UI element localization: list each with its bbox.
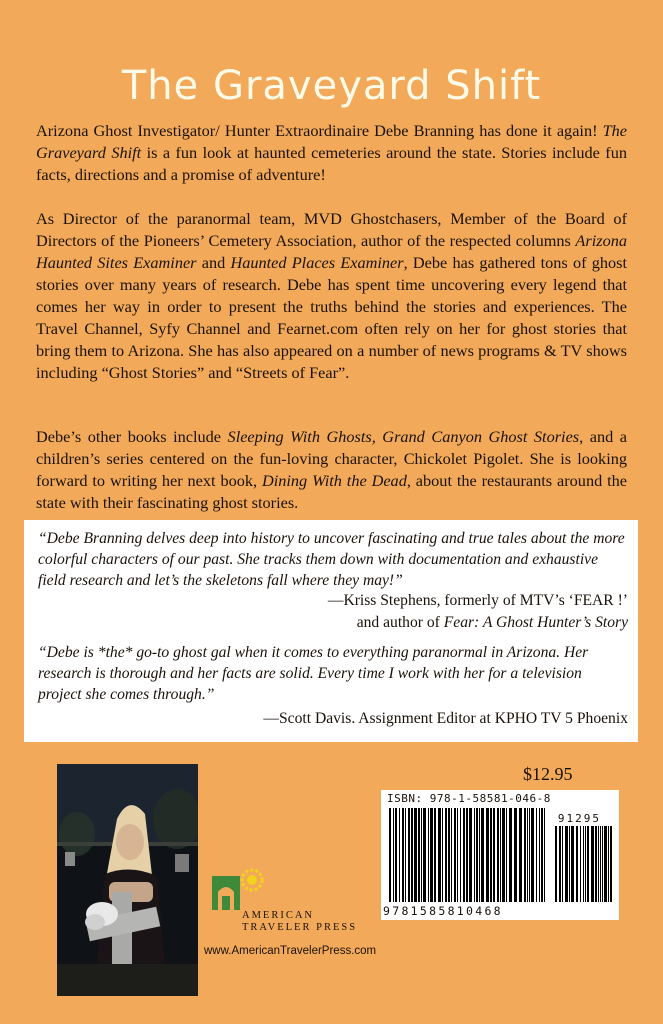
barcode-bar [469,808,472,902]
other-books-titles: Sleeping With Ghosts, Grand Canyon Ghost Stories [227,427,580,446]
publisher-name-line1: AMERICAN [242,910,315,921]
bio-text-a: As Director of the paranormal team, MVD Ghostchasers, Member of the Board of Directors of the Pioneers’ Cemetery Association, author of the respected columns [36,209,627,250]
bio-and: and [196,253,231,272]
barcode-bar [418,808,420,902]
barcode-bar [524,808,526,902]
barcode-bar [442,808,443,902]
barcode-bar [610,826,612,902]
intro-paragraph [36,120,627,186]
barcode-bar [493,808,495,902]
barcode-bar [604,826,607,902]
barcode-bar [434,808,436,902]
testimonials-box [24,520,638,742]
barcode-bar [506,808,507,902]
bio-column-2: Haunted Places Examiner [230,253,404,272]
intro-book-title: The Graveyard Shift [36,121,627,162]
barcode-bar [519,808,522,902]
barcode-bar [481,808,484,902]
barcode-bar [541,808,543,902]
barcode-bar [466,808,468,902]
testimonial-attribution-2: —Scott Davis. Assignment Editor at KPHO TV 5 Phoenix [263,710,628,727]
barcode-bar [585,826,586,902]
barcode-bar [514,808,517,902]
barcode-bar [500,808,501,902]
barcode-bar [454,808,456,902]
testimonial-quote-2: “Debe is *the* go-to ghost gal when it comes to everything paranormal in Arizona. Her research is thorough and her facts are solid. Every time I work with her for a television project she comes through.” [38,644,589,703]
barcode-bar [423,808,426,902]
bio-text-b: , Debe has gathered tons of ghost stories over many years of research. Debe has spent time uncovering every legend that comes her way in order to present the truths behind the stories and experiences. The Travel Channel, Syfy Channel and Fearnet.com often rely on her for ghost stories that bring them to Arizona. She has also appeared on a number of news programs & TV shows including “Ghost Stories” and “Streets of Fear”. [36,253,627,382]
isbn-barcode [381,790,619,920]
barcode-bar [595,826,597,902]
barcode-bar [399,808,400,902]
publisher-name [242,910,357,934]
barcode-bar [389,808,391,902]
barcode-bar [587,826,589,902]
publisher-name-line2: TRAVELER PRESS [242,922,358,933]
barcode-bar [531,808,534,902]
barcode-bar [559,826,561,902]
price-addon-code: 91295 [557,812,601,825]
barcode-bar [393,808,394,902]
publisher-url[interactable]: www.AmericanTravelerPress.com [204,945,377,957]
barcode-bar [486,808,489,902]
barcode-bar [430,808,433,902]
barcode-bar [583,826,584,902]
barcode-bar [411,808,413,902]
barcode-bar [451,808,452,902]
barcode-bar [569,826,570,902]
barcode-bar [571,826,574,902]
testimonial-attribution-1-book [357,612,628,633]
barcode-bar [576,826,578,902]
books-text-a: Debe’s other books include [36,427,228,446]
barcode-bar [463,808,465,902]
intro-text-b: is a fun look at haunted cemeteries around the state. Stories include fun facts, directions and a promise of adventure! [36,143,627,184]
barcode-bar [544,808,545,902]
barcode-bar [460,808,461,902]
isbn-label: ISBN: 978-1-58581-046-8 [387,792,551,805]
barcode-bar [405,808,406,902]
attribution-and-author: and author of [356,614,444,631]
barcode-bar [555,826,557,902]
barcode-bar [457,808,458,902]
attribution-book-title: Fear: A Ghost Hunter’s Story [443,614,628,631]
barcode-bar [408,808,410,902]
barcode-bar [536,808,537,902]
testimonial-attribution-1: —Kriss Stephens, formerly of MTV’s ‘FEAR !’ [327,592,628,609]
barcode-bar [580,826,581,902]
testimonial-quote-1: “Debe Branning delves deep into history to uncover fascinating and true tales about the more colorful characters of our past. She tracks them down with documentation and exhaustive field research and let’s the skeletons fall where they may!” [38,530,625,589]
barcode-bar [428,808,429,902]
barcode-bar [445,808,447,902]
barcode-bar [529,808,530,902]
barcode-bar [598,826,599,902]
barcode-bar [474,808,475,902]
barcode-bar [414,808,417,902]
next-book-title: Dining With the Dead [261,471,407,490]
barcode-bar [402,808,404,902]
publisher-logo [208,866,368,946]
barcode-bar [476,808,478,902]
barcode-bar [527,808,528,902]
barcode-bar [539,808,540,902]
books-text-b: , and a children’s series centered on the fun-loving character, Chickolet Pigolet. She is looking forward to writing her next book, [36,427,627,490]
author-photo [57,764,198,996]
barcode-bar [395,808,397,902]
barcode-bar [562,826,563,902]
barcode-bar [565,826,568,902]
barcode-bar [591,826,594,902]
barcode-bar [448,808,450,902]
isbn-digits: 9781585810468 [383,904,503,918]
barcode-bar [490,808,492,902]
barcode-bar [608,826,609,902]
books-paragraph [36,426,627,514]
barcode-bar [438,808,441,902]
barcode-bar [497,808,499,902]
books-text-c: , about the restaurants around the state with their fascinating ghost stories. [36,471,627,512]
barcode-bar [479,808,480,902]
barcode-bars [381,790,619,902]
barcode-bar [502,808,505,902]
intro-text-a: Arizona Ghost Investigator/ Hunter Extraordinaire Debe Branning has done it again! [36,121,603,140]
bio-paragraph [36,208,627,384]
bio-column-1: Arizona Haunted Sites Examiner [36,231,627,272]
barcode-bar [509,808,512,902]
book-title: The Graveyard Shift [121,62,542,109]
price: $12.95 [523,764,573,784]
barcode-bar [600,826,601,902]
barcode-bar [421,808,422,902]
barcode-bar [602,826,603,902]
